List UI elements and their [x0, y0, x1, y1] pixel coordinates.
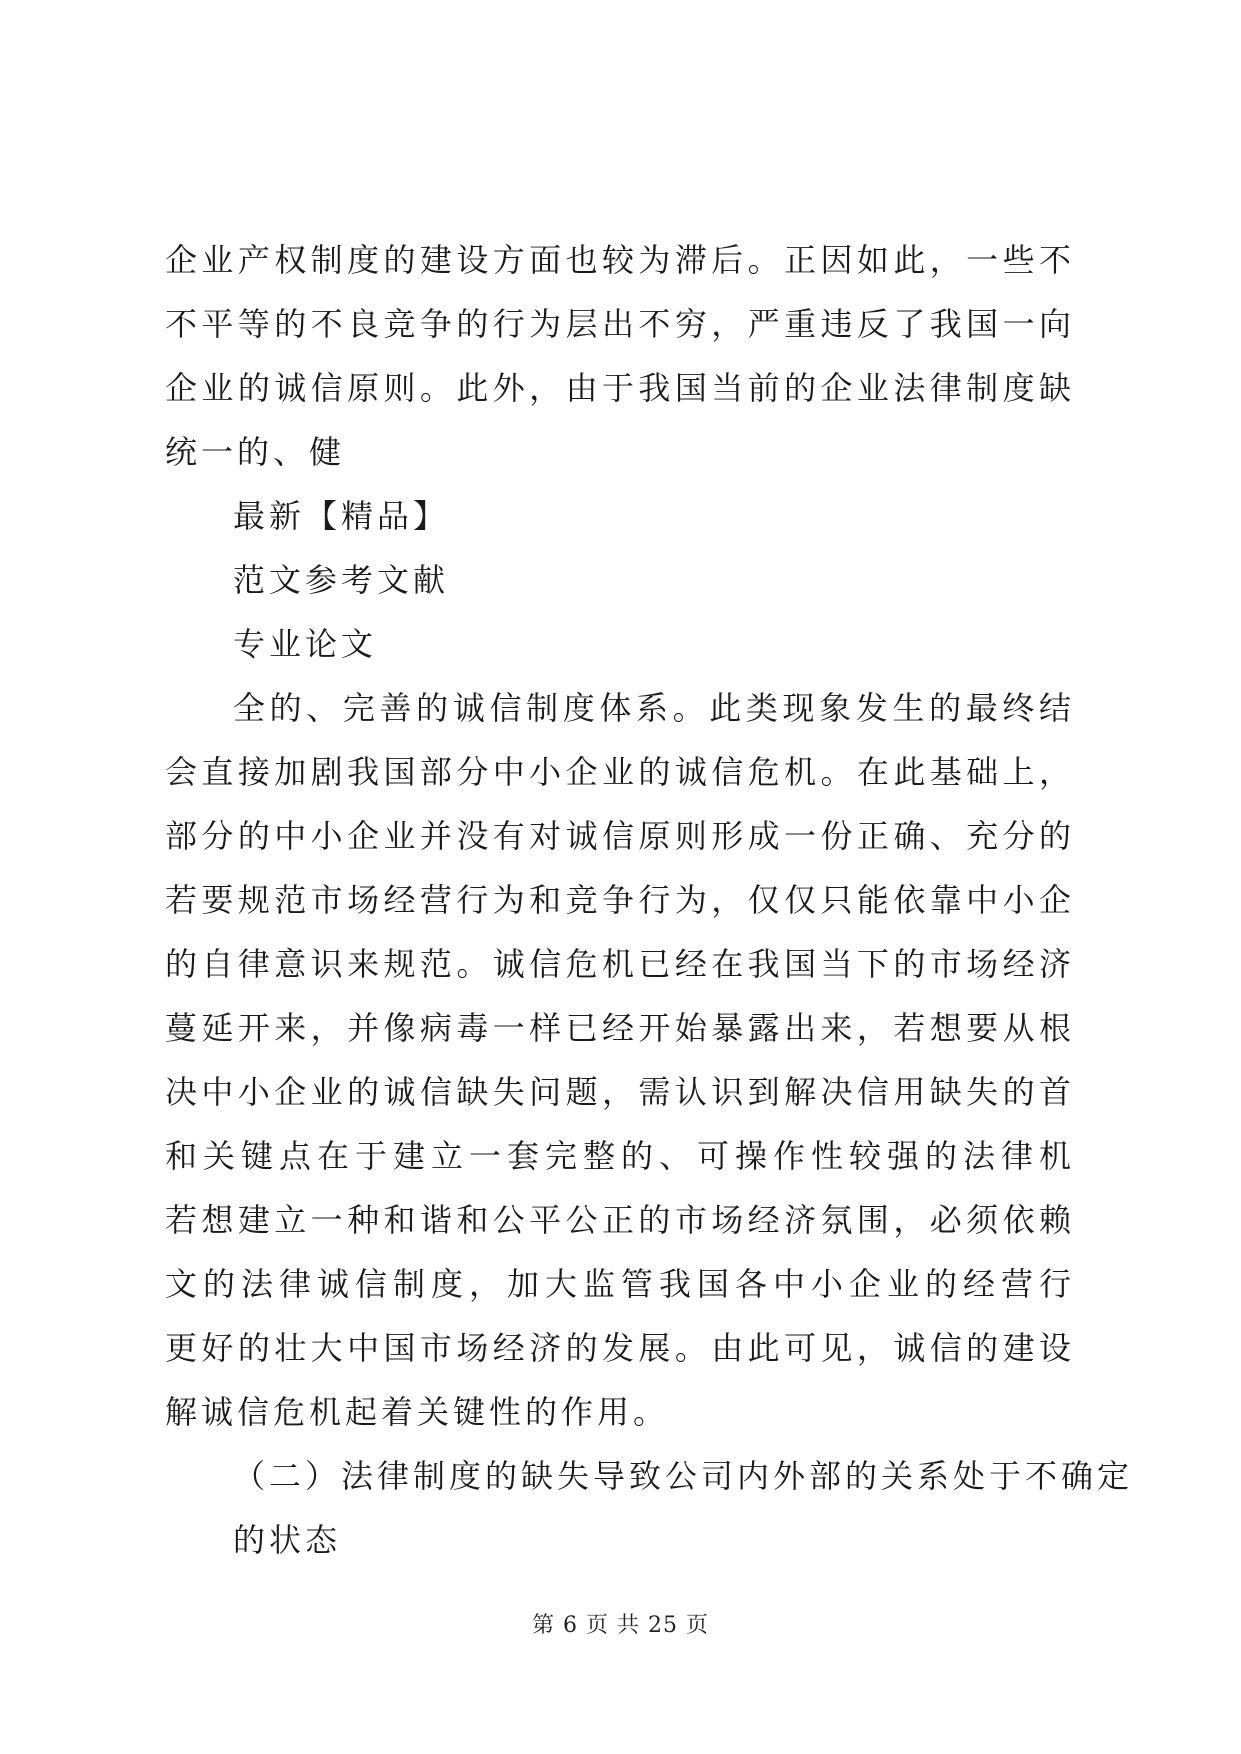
inserted-label-line: 范文参考文献: [233, 561, 450, 599]
paragraph-line: 蔓延开来，并像病毒一样已经开始暴露出来，若想要从根: [165, 1009, 1075, 1047]
paragraph-line: 部分的中小企业并没有对诚信原则形成一份正确、充分的: [165, 817, 1075, 855]
paragraph-line: 若想建立一种和谐和公平公正的市场经济氛围，必须依赖: [165, 1201, 1075, 1239]
paragraph-line: 统一的、健: [165, 433, 346, 471]
section-heading-continuation: 的状态: [233, 1521, 342, 1559]
paragraph-line: 若要规范市场经营行为和竞争行为，仅仅只能依靠中小企: [165, 881, 1075, 919]
paragraph-line: 更好的壮大中国市场经济的发展。由此可见，诚信的建设: [165, 1329, 1075, 1367]
paragraph-line: 决中小企业的诚信缺失问题，需认识到解决信用缺失的首: [165, 1073, 1075, 1111]
inserted-label-line: 专业论文: [233, 625, 378, 663]
paragraph-line: 企业的诚信原则。此外，由于我国当前的企业法律制度缺: [165, 369, 1075, 407]
paragraph-line: 不平等的不良竞争的行为层出不穷，严重违反了我国一向: [165, 305, 1075, 343]
inserted-label-line: 最新【精品】: [233, 497, 450, 535]
section-heading: （二）法律制度的缺失导致公司内外部的关系处于不确定: [233, 1457, 1134, 1495]
paragraph-line: 文的法律诚信制度，加大监管我国各中小企业的经营行: [165, 1265, 1075, 1303]
paragraph-line: 会直接加剧我国部分中小企业的诚信危机。在此基础上，: [165, 753, 1075, 791]
paragraph-line: 的自律意识来规范。诚信危机已经在我国当下的市场经济: [165, 945, 1075, 983]
paragraph-line: 全的、完善的诚信制度体系。此类现象发生的最终结: [233, 689, 1075, 727]
paragraph-line: 解诚信危机起着关键性的作用。: [165, 1393, 670, 1431]
document-body: [165, 228, 1134, 1572]
page-number: 第 6 页 共 25 页: [532, 1613, 709, 1638]
paragraph-line: 和关键点在于建立一套完整的、可操作性较强的法律机: [165, 1137, 1075, 1175]
paragraph-line: 企业产权制度的建设方面也较为滞后。正因如此，一些不: [165, 241, 1075, 279]
